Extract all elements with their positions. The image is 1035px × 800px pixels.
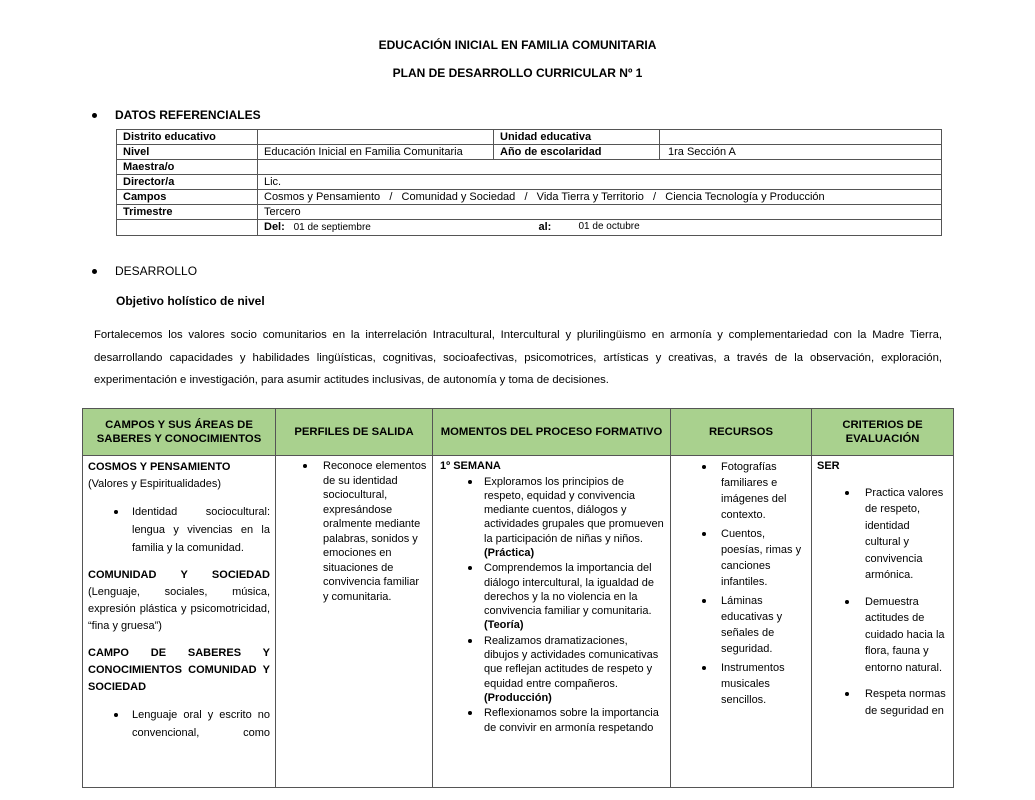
cosmos-item: Identidad sociocultural: lengua y vivencias en la familia y la comunidad. [88,503,270,557]
plan-title: PLAN DE DESARROLLO CURRICULAR Nº 1 [392,66,643,80]
campos-value: Cosmos y Pensamiento / Comunidad y Sociedad / Vida Tierra y Territorio / Ciencia Tecnología y Producción [258,190,942,205]
comunidad-sub: (Lenguaje, sociales, música, expresión plástica y psicomotricidad, “fina y gruesa”) [88,586,270,632]
perfil-item: Reconoce elementos de su identidad sociocultural, expresándose oralmente mediante palabras, sonidos y emociones en situaciones de convivencia familiar y comunitaria. [281,459,427,604]
recurso-item: Instrumentos musicales sencillos. [676,660,806,708]
campo-item: Lenguaje oral y escrito no convencional, como [88,706,270,742]
recurso-item: Fotografías familiares e imágenes del contexto. [676,459,806,523]
momentos-cell [433,456,671,788]
fechas-cell [258,220,942,236]
criterio-item: Respeta normas de seguridad en [817,686,948,719]
recurso-item: Láminas educativas y señales de seguridad. [676,593,806,657]
recurso-item: Cuentos, poesías, rimas y canciones infantiles. [676,526,806,590]
momento-item: Exploramos los principios de respeto, equidad y convivencia mediante cuentos, diálogos y actividades grupales que promueven la participación de niñas y niños. (Práctica) [438,475,665,561]
bullet-icon [92,113,97,118]
bullet-icon [92,269,97,274]
cosmos-sub: (Valores y Espiritualidades) [88,478,222,490]
header-perfiles: PERFILES DE SALIDA [276,409,433,456]
director-value: Lic. [258,175,942,190]
header-momentos: MOMENTOS DEL PROCESO FORMATIVO [433,409,671,456]
comunidad-title: COMUNIDAD Y SOCIEDAD [88,569,270,581]
director-label: Director/a [117,175,258,190]
distrito-label: Distrito educativo [117,130,258,145]
distrito-value [258,130,494,145]
al-value: 01 de octubre [578,221,640,232]
desarrollo-heading: DESARROLLO [92,264,197,278]
header-campos: CAMPOS Y SUS ÁREAS DE SABERES Y CONOCIMIENTOS [83,409,276,456]
criterios-cell [812,456,954,788]
recursos-cell [671,456,812,788]
momento-item: Realizamos dramatizaciones, dibujos y actividades comunicativas que reflejan actitudes de respeto y equidad entre compañeros. (Producción) [438,634,665,705]
header-criterios: CRITERIOS DE EVALUACIÓN [812,409,954,456]
document-title: EDUCACIÓN INICIAL EN FAMILIA COMUNITARIA [378,38,657,52]
datos-heading: DATOS REFERENCIALES [92,108,261,122]
unidad-label: Unidad educativa [494,130,660,145]
anio-label: Año de escolaridad [494,145,660,160]
perfiles-cell [276,456,433,788]
objetivo-text: Fortalecemos los valores socio comunitarios en la interrelación Intracultural, Intercultural y plurilingüismo en armonía y complementariedad con la Madre Tierra, desarrollando capacidades y habilidades lingüísticas, cognitivas, socioafectivas, psicomotrices, artísticas y creativas, a través de la observación, exploración, experimentación e investigación, para asumir actitudes inclusivas, de autonomía y toma de decisiones. [94,329,942,386]
fechas-empty [117,220,258,236]
objetivo-heading: Objetivo holístico de nivel [116,294,265,308]
momento-item: Comprendemos la importancia del diálogo intercultural, la igualdad de derechos y la no violencia en la convivencia familiar y comunitaria. (Teoría) [438,561,665,632]
plan-table [82,408,954,788]
unidad-value [660,130,942,145]
criterio-item: Demuestra actitudes de cuidado hacia la flora, fauna y entorno natural. [817,594,948,677]
campos-label: Campos [117,190,258,205]
anio-value: 1ra Sección A [660,145,942,160]
nivel-value: Educación Inicial en Familia Comunitaria [258,145,494,160]
datos-table [116,129,942,236]
momento-item: Reflexionamos sobre la importancia de convivir en armonía respetando [438,706,665,735]
cosmos-title: COSMOS Y PENSAMIENTO [88,461,231,473]
maestra-value [258,160,942,175]
campos-cell [83,456,276,788]
maestra-label: Maestra/o [117,160,258,175]
al-label: al: [538,221,552,233]
trimestre-label: Trimestre [117,205,258,220]
nivel-label: Nivel [117,145,258,160]
campo-title: CAMPO DE SABERES Y CONOCIMIENTOS COMUNIDAD Y SOCIEDAD [88,647,270,693]
del-value: 01 de septiembre [293,222,371,233]
del-label: Del: [264,221,285,233]
ser-label: SER [817,460,840,472]
criterio-item: Practica valores de respeto, identidad cultural y convivencia armónica. [817,485,948,584]
trimestre-value: Tercero [258,205,942,220]
header-recursos: RECURSOS [671,409,812,456]
week-label: 1º SEMANA [440,460,501,472]
